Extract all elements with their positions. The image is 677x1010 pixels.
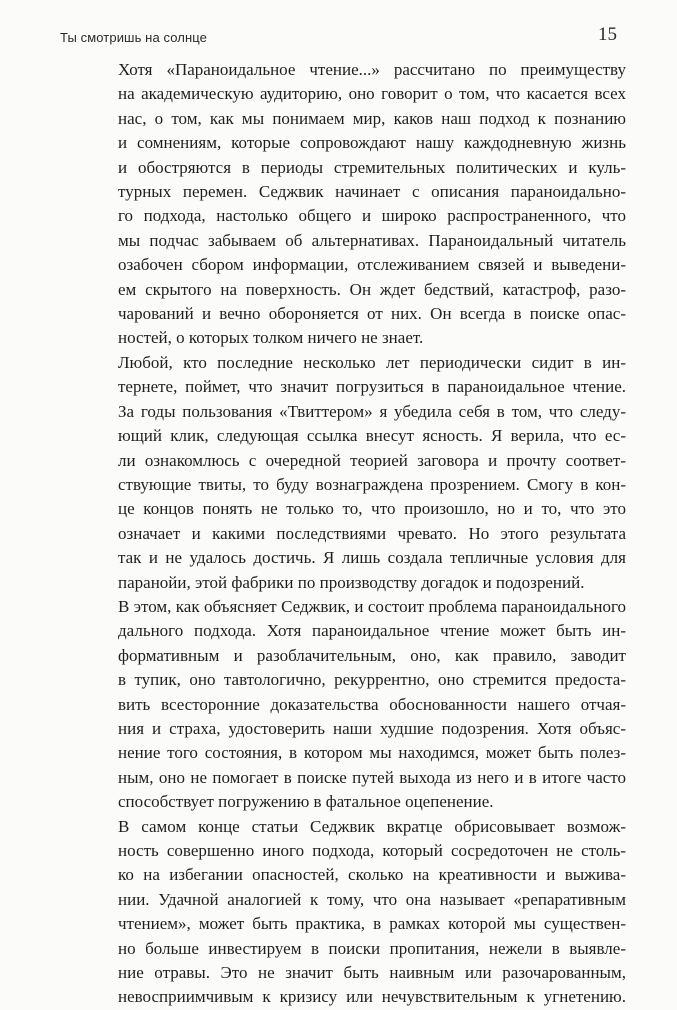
text-line: на академическую аудиторию, оно говорит о том, что касается всех [118, 84, 626, 104]
text-line: вить всесторонние доказательства обоснованности нашего отчая- [118, 694, 626, 714]
text-line: ние отравы. Это не значит быть наивным или разочарованным, [118, 963, 626, 983]
paragraph [92, 595, 626, 815]
text-line: озабочен сбором информации, отслеживанием связей и выведени- [118, 255, 626, 275]
text-line: означает и какими последствиями чревато. Но этого результата [118, 523, 626, 543]
text-line: Любой, кто последние несколько лет периодически сидит в ин- [118, 352, 626, 372]
text-line: турных перемен. Седжвик начинает с описания параноидально- [118, 182, 626, 202]
text-line: ным, оно не помогает в поиске путей выхода из него и в итоге часто [118, 767, 626, 787]
text-line: За годы пользования «Твиттером» я убедила себя в том, что следу- [118, 401, 626, 421]
text-line: ностей, о которых толком ничего не знает. [118, 328, 424, 348]
text-line: в тупик, оно тавтологично, рекуррентно, оно стремится предоста- [118, 670, 626, 690]
text-line: тернете, поймет, что значит погрузиться в параноидальное чтение. [118, 377, 626, 397]
paragraph [92, 58, 626, 351]
text-line: ко на избегании опасностей, сколько на креативности и выжива- [118, 865, 626, 885]
text-line: ность совершенно иного подхода, который сосредоточен не столь- [118, 841, 626, 860]
text-line: нение того состояния, в котором мы находимся, может быть полез- [118, 743, 626, 763]
text-line: дального подхода. Хотя параноидальное чтение может быть ин- [118, 621, 626, 641]
text-line: В самом конце статьи Седжвик вкратце обрисовывает возмож- [118, 816, 626, 836]
text-line: чтением», может быть практика, в рамках которой мы существен- [118, 914, 626, 934]
paragraph [92, 815, 626, 1010]
text-line: формативным и разоблачительным, оно, как правило, заводит [118, 645, 626, 665]
text-line: го подхода, настолько общего и широко распространенного, что [118, 206, 626, 226]
body-text [92, 58, 626, 1010]
text-line: мы подчас забываем об альтернативах. Параноидальный читатель [118, 230, 626, 250]
text-line: невосприимчивым к кризису или нечувствительным к угнетению. [118, 987, 626, 1007]
text-line: но больше инвестируем в поиски пропитания, нежели в выявле- [118, 938, 626, 958]
page-number: 15 [598, 24, 617, 45]
text-line: и обостряются в периоды стремительных политических и куль- [118, 157, 626, 177]
text-line: ем скрытого на поверхность. Он ждет бедствий, катастроф, разо- [118, 279, 626, 299]
text-line: нии. Удачной аналогией к тому, что она называет «репаративным [118, 889, 626, 909]
text-line: и сомнениям, которые сопровождают нашу каждодневную жизнь [118, 133, 626, 153]
text-line: ния и страха, удостоверить наши худшие подозрения. Хотя объяс- [118, 718, 626, 738]
page-header [60, 24, 617, 52]
text-line: ствующие твиты, то буду вознаграждена прозрением. Смогу в кон- [118, 474, 626, 494]
text-line: паранойи, этой фабрики по производству догадок и подозрений. [118, 572, 585, 592]
text-line: ющий клик, следующая ссылка внесут ясность. Я верила, что ес- [118, 426, 626, 446]
text-line: це концов понять не только то, что произошло, но и то, что это [118, 499, 626, 519]
paragraph [92, 351, 626, 595]
text-line: Хотя «Параноидальное чтение...» рассчитано по преимуществу [118, 60, 626, 79]
text-line: В этом, как объясняет Седжвик, и состоит проблема параноидального [118, 596, 626, 616]
text-line: ли ознакомлюсь с очередной теорией заговора и прочту соответ- [118, 450, 626, 470]
text-line: чарований и вечно обороняется от них. Он всегда в поиске опас- [118, 304, 626, 324]
text-line: так и не удалось достичь. Я лишь создала тепличные условия для [118, 548, 626, 568]
running-title: Ты смотришь на солнце [60, 30, 207, 45]
text-line: способствует погружению в фатальное оцепенение. [118, 792, 494, 812]
text-line: нас, о том, как мы понимаем мир, каков наш подход к познанию [118, 108, 626, 128]
